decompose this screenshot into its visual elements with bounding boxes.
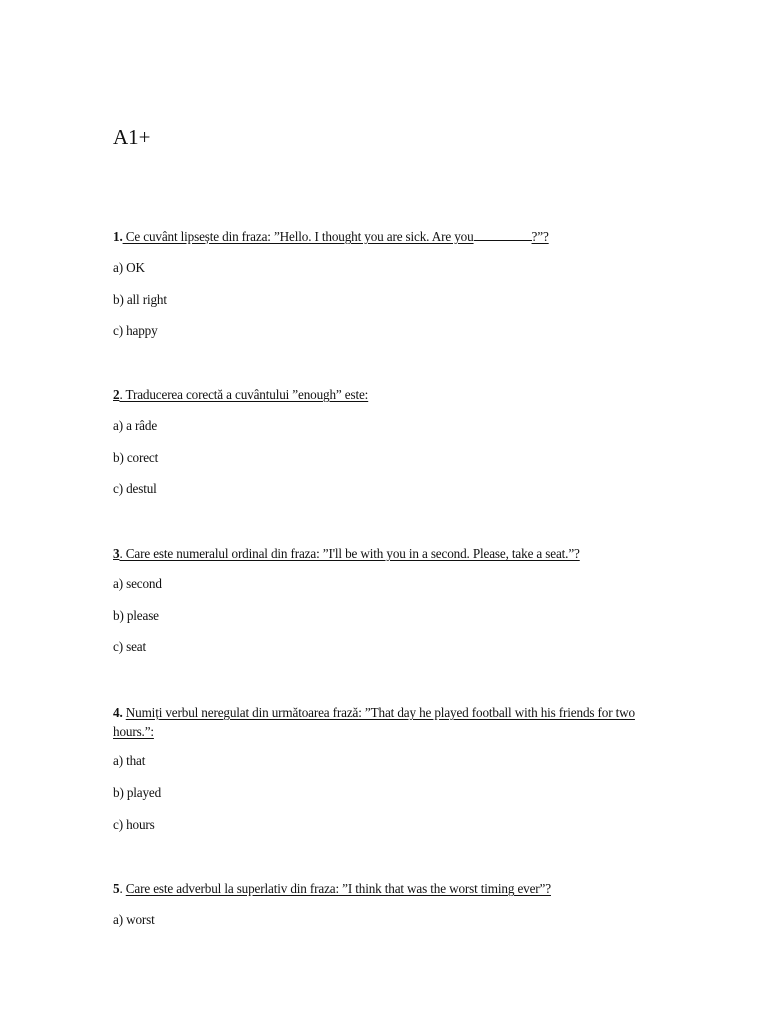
option-2a: a) a râde [113,418,158,433]
question-text: Care este adverbul la superlativ din fraza: ”I think that was the worst timing ever”? [125,881,551,896]
question-number: 1. [113,229,123,244]
option-3a: a) second [113,576,162,591]
question-text: Ce cuvânt lipsește din fraza: ”Hello. I thought you are sick. Are you ?”? [122,229,549,244]
question-number: 3 [113,546,120,561]
option-2b: b) corect [113,450,159,465]
option-2c: c) destul [113,481,157,496]
question-text: Numiți verbul neregulat din următoarea frază: ”That day he played football with his friends for two hours.”: [113,705,635,739]
option-4b: b) played [113,785,162,800]
option-4c: c) hours [113,817,155,832]
option-1c: c) happy [113,323,158,338]
option-1b: b) all right [113,292,167,307]
question-number: 4. [113,705,123,720]
option-3b: b) please [113,608,159,623]
question-text: . Traducerea corectă a cuvântului ”enough” este: [119,387,369,402]
option-3c: c) seat [113,639,146,654]
question-number: 2 [113,387,120,402]
option-5a: a) worst [113,912,155,927]
question-number: 5 [113,881,120,896]
question-2 [113,385,673,404]
question-3 [113,544,673,563]
document-title: A1+ [113,125,151,149]
answer-blank [474,228,532,241]
question-text: . Care este numeralul ordinal din fraza: ”I'll be with you in a second. Please, take a seat.”? [119,546,580,561]
question-5: 5. Care este adverbul la superlativ din fraza: ”I think that was the worst timing ever”? [113,881,551,896]
option-4a: a) that [113,753,146,768]
question-1 [113,227,673,246]
option-1a: a) OK [113,260,145,275]
question-4 [113,703,658,741]
